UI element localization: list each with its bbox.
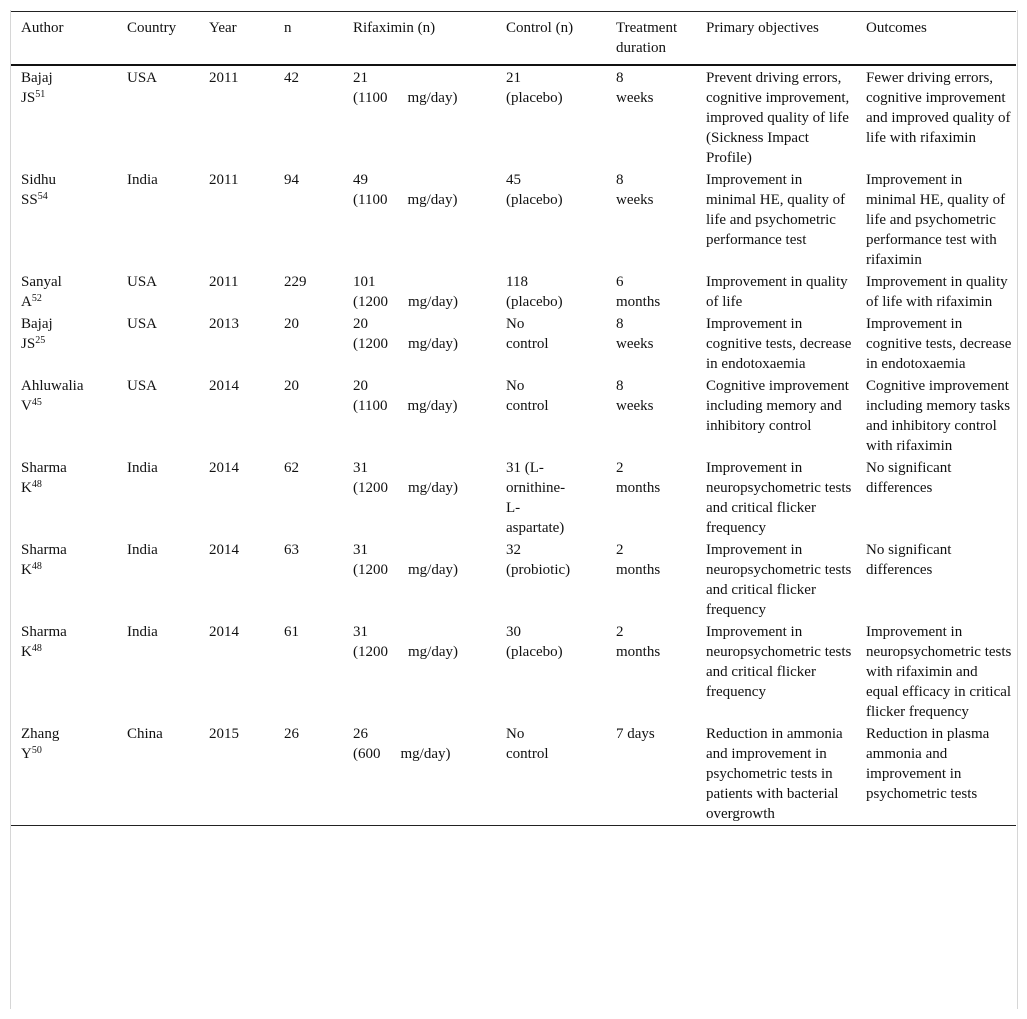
year-cell: 2013 [209, 316, 239, 332]
rifaximin-dose-unit: mg/day) [408, 480, 458, 496]
rifaximin-dose: (600 [353, 746, 381, 762]
author-name: Bajaj [21, 70, 53, 86]
outcomes-cell: Improvement in cognitive tests, decrease in endotoxaemia [866, 316, 1012, 372]
rifaximin-dose-unit: mg/day) [408, 294, 458, 310]
author-name: Sharma [21, 460, 67, 476]
reference-number: 54 [37, 191, 48, 202]
rifaximin-dose-unit: mg/day) [400, 746, 451, 762]
country-cell: India [127, 460, 158, 476]
author-name: Sharma [21, 624, 67, 640]
rifaximin-cell [343, 313, 496, 375]
reference-number: 45 [31, 397, 42, 408]
duration-unit: months [616, 644, 661, 660]
control-n: 21 [506, 70, 521, 86]
duration-value: 8 [616, 172, 624, 188]
author-initials: JS [21, 90, 36, 106]
rifaximin-dose-unit: mg/day) [407, 398, 458, 414]
duration-value: 7 days [616, 726, 655, 742]
duration-unit: weeks [616, 336, 654, 352]
objectives-cell: Prevent driving errors, cognitive improvement, improved quality of life (Sickness Impact Profile) [706, 70, 850, 166]
objectives-cell: Cognitive improvement including memory and inhibitory control [706, 378, 849, 434]
control-type: control [506, 336, 549, 352]
outcomes-cell: Cognitive improvement including memory tasks and inhibitory control with rifaximin [866, 378, 1011, 454]
rifaximin-cell [343, 723, 496, 826]
reference-number: 52 [31, 293, 42, 304]
duration-cell [606, 169, 696, 271]
outcomes-cell: Improvement in minimal HE, quality of life and psychometric performance test with rifaximin [866, 172, 1006, 268]
rifaximin-dose: (1100 [353, 90, 388, 106]
control-n: No [506, 316, 525, 332]
n-cell: 63 [284, 542, 299, 558]
control-type: (placebo) [506, 294, 563, 310]
table-row [11, 313, 1016, 375]
rifaximin-studies-table [11, 11, 1016, 826]
duration-value: 8 [616, 70, 624, 86]
rifaximin-dose: (1200 [353, 294, 388, 310]
duration-cell [606, 457, 696, 539]
control-type: (placebo) [506, 90, 563, 106]
country-cell: India [127, 542, 158, 558]
control-type: control [506, 398, 549, 414]
author-initials: K [21, 480, 32, 496]
year-cell: 2015 [209, 726, 239, 742]
rifaximin-dose: (1100 [353, 398, 388, 414]
rifaximin-n: 31 [353, 460, 368, 476]
rifaximin-n: 101 [353, 274, 376, 290]
duration-cell [606, 271, 696, 313]
control-type: (probiotic) [506, 562, 571, 578]
rifaximin-cell [343, 457, 496, 539]
objectives-cell: Improvement in neuropsychometric tests and critical flicker frequency [706, 542, 852, 618]
control-cell [496, 457, 606, 539]
author-name: Sanyal [21, 274, 62, 290]
control-cell [496, 271, 606, 313]
rifaximin-dose-unit: mg/day) [407, 90, 458, 106]
country-cell: USA [127, 70, 158, 86]
author-cell [11, 169, 117, 271]
author-cell [11, 621, 117, 723]
duration-unit: weeks [616, 398, 654, 414]
objectives-cell: Improvement in quality of life [706, 274, 848, 310]
control-cell [496, 375, 606, 457]
n-cell: 20 [284, 316, 299, 332]
table-row [11, 621, 1016, 723]
author-name: Zhang [21, 726, 60, 742]
year-cell: 2011 [209, 70, 239, 86]
duration-unit: months [616, 294, 661, 310]
author-initials: JS [21, 336, 36, 352]
table-row [11, 457, 1016, 539]
reference-number: 48 [31, 479, 42, 490]
duration-unit: weeks [616, 90, 654, 106]
control-cell [496, 65, 606, 169]
author-initials: K [21, 644, 32, 660]
rifaximin-dose: (1200 [353, 336, 388, 352]
author-name: Ahluwalia [21, 378, 84, 394]
control-n: No [506, 726, 525, 742]
col-header-rifaximin: Rifaximin (n) [353, 20, 436, 36]
country-cell: USA [127, 316, 158, 332]
author-cell [11, 271, 117, 313]
control-n: No [506, 378, 525, 394]
outcomes-cell: No significant differences [866, 542, 952, 578]
control-cell [496, 313, 606, 375]
rifaximin-cell [343, 271, 496, 313]
col-header-control: Control (n) [506, 20, 574, 36]
reference-number: 25 [35, 335, 46, 346]
control-cell [496, 723, 606, 826]
header-row [11, 12, 1016, 66]
reference-number: 50 [31, 745, 42, 756]
rifaximin-cell [343, 621, 496, 723]
rifaximin-cell [343, 539, 496, 621]
duration-unit: weeks [616, 192, 654, 208]
author-initials: SS [21, 192, 38, 208]
n-cell: 42 [284, 70, 299, 86]
control-n: 31 (L-ornithine-L-aspartate) [506, 460, 566, 536]
control-n: 30 [506, 624, 521, 640]
country-cell: China [127, 726, 163, 742]
control-cell [496, 169, 606, 271]
n-cell: 94 [284, 172, 299, 188]
col-header-outcomes: Outcomes [866, 20, 927, 36]
table-body [11, 65, 1016, 826]
duration-cell [606, 539, 696, 621]
rifaximin-dose-unit: mg/day) [408, 644, 458, 660]
objectives-cell: Improvement in cognitive tests, decrease in endotoxaemia [706, 316, 852, 372]
duration-value: 8 [616, 316, 624, 332]
objectives-cell: Improvement in minimal HE, quality of life and psychometric performance test [706, 172, 846, 248]
outcomes-cell: Reduction in plasma ammonia and improvement in psychometric tests [866, 726, 990, 802]
rifaximin-dose: (1200 [353, 644, 388, 660]
duration-unit: months [616, 480, 661, 496]
col-header-n: n [284, 20, 292, 36]
rifaximin-n: 26 [353, 726, 368, 742]
table-row [11, 539, 1016, 621]
control-cell [496, 539, 606, 621]
country-cell: USA [127, 378, 158, 394]
author-name: Bajaj [21, 316, 53, 332]
objectives-cell: Improvement in neuropsychometric tests and critical flicker frequency [706, 624, 852, 700]
objectives-cell: Reduction in ammonia and improvement in psychometric tests in patients with bacterial overgrowth [706, 726, 843, 822]
rifaximin-dose-unit: mg/day) [407, 192, 458, 208]
year-cell: 2011 [209, 274, 239, 290]
author-initials: A [21, 294, 32, 310]
table-row [11, 65, 1016, 169]
year-cell: 2014 [209, 542, 239, 558]
rifaximin-dose: (1200 [353, 562, 388, 578]
rifaximin-n: 49 [353, 172, 368, 188]
author-initials: V [21, 398, 32, 414]
outcomes-cell: Improvement in quality of life with rifaximin [866, 274, 1008, 310]
col-header-objectives: Primary objectives [706, 20, 819, 36]
country-cell: USA [127, 274, 158, 290]
duration-value: 2 [616, 460, 624, 476]
rifaximin-n: 21 [353, 70, 368, 86]
author-name: Sidhu [21, 172, 57, 188]
control-n: 118 [506, 274, 528, 290]
year-cell: 2011 [209, 172, 239, 188]
outcomes-cell: No significant differences [866, 460, 952, 496]
rifaximin-dose: (1200 [353, 480, 388, 496]
outcomes-cell: Fewer driving errors, cognitive improvement and improved quality of life with rifaximin [866, 70, 1011, 146]
author-cell [11, 723, 117, 826]
author-initials: Y [21, 746, 32, 762]
year-cell: 2014 [209, 624, 239, 640]
col-header-duration: Treatment duration [616, 20, 678, 56]
author-initials: K [21, 562, 32, 578]
author-name: Sharma [21, 542, 67, 558]
control-type: (placebo) [506, 644, 563, 660]
duration-value: 8 [616, 378, 624, 394]
n-cell: 26 [284, 726, 299, 742]
rifaximin-dose: (1100 [353, 192, 388, 208]
author-cell [11, 539, 117, 621]
col-header-author: Author [21, 20, 64, 36]
n-cell: 229 [284, 274, 307, 290]
rifaximin-dose-unit: mg/day) [408, 562, 458, 578]
control-type: control [506, 746, 549, 762]
author-cell [11, 65, 117, 169]
rifaximin-cell [343, 65, 496, 169]
duration-cell [606, 313, 696, 375]
rifaximin-n: 20 [353, 378, 368, 394]
n-cell: 61 [284, 624, 299, 640]
col-header-country: Country [127, 20, 177, 36]
author-cell [11, 375, 117, 457]
duration-cell [606, 65, 696, 169]
duration-cell [606, 723, 696, 826]
table-row [11, 271, 1016, 313]
n-cell: 20 [284, 378, 299, 394]
author-cell [11, 313, 117, 375]
rifaximin-cell [343, 375, 496, 457]
rifaximin-n: 31 [353, 624, 368, 640]
table-row [11, 169, 1016, 271]
rifaximin-dose-unit: mg/day) [408, 336, 458, 352]
duration-value: 6 [616, 274, 624, 290]
control-type: (placebo) [506, 192, 563, 208]
duration-cell [606, 621, 696, 723]
year-cell: 2014 [209, 378, 239, 394]
control-n: 32 [506, 542, 521, 558]
rifaximin-n: 31 [353, 542, 368, 558]
n-cell: 62 [284, 460, 299, 476]
outcomes-cell: Improvement in neuropsychometric tests with rifaximin and equal efficacy in critical flicker frequency [866, 624, 1012, 720]
rifaximin-cell [343, 169, 496, 271]
rifaximin-n: 20 [353, 316, 368, 332]
duration-value: 2 [616, 542, 624, 558]
author-cell [11, 457, 117, 539]
year-cell: 2014 [209, 460, 239, 476]
duration-cell [606, 375, 696, 457]
reference-number: 51 [35, 89, 46, 100]
objectives-cell: Improvement in neuropsychometric tests and critical flicker frequency [706, 460, 852, 536]
table-row [11, 375, 1016, 457]
duration-unit: months [616, 562, 661, 578]
country-cell: India [127, 172, 158, 188]
col-header-year: Year [209, 20, 237, 36]
duration-value: 2 [616, 624, 624, 640]
country-cell: India [127, 624, 158, 640]
table-row [11, 723, 1016, 826]
reference-number: 48 [31, 643, 42, 654]
control-n: 45 [506, 172, 521, 188]
reference-number: 48 [31, 561, 42, 572]
control-cell [496, 621, 606, 723]
